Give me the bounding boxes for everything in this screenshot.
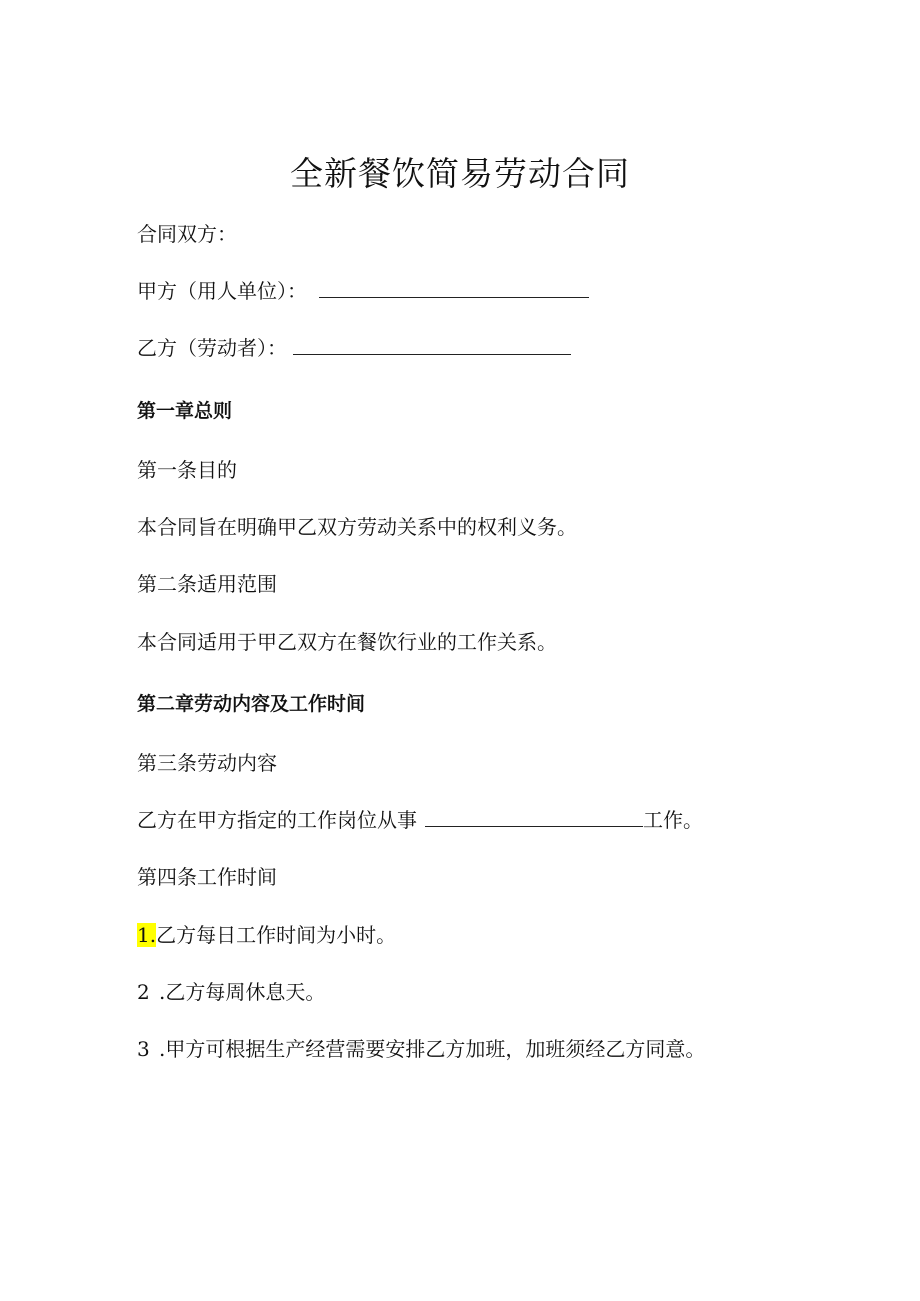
list-item [137, 1035, 705, 1063]
article2-title: 第二条适用范围 [137, 572, 277, 596]
article2-text: 本合同适用于甲乙双方在餐饮行业的工作关系。 [137, 630, 557, 654]
party-a-line [137, 277, 589, 305]
chapter2-title: 第二章劳动内容及工作时间 [137, 693, 366, 715]
list-item-number: 2 [137, 980, 150, 1004]
document-title: 全新餐饮简易劳动合同 [290, 154, 630, 193]
article1-text: 本合同旨在明确甲乙双方劳动关系中的权利义务。 [137, 515, 577, 539]
article3-blank [425, 806, 643, 827]
list-item [137, 978, 325, 1006]
article3-text-before: 乙方在甲方指定的工作岗位从事 [137, 808, 417, 832]
list-item [137, 921, 396, 949]
article3-line [137, 806, 703, 834]
party-b-line [137, 334, 571, 362]
article3-title: 第三条劳动内容 [137, 751, 277, 775]
party-a-blank [319, 277, 589, 298]
chapter1-title: 第一章总则 [137, 400, 233, 422]
article1-title: 第一条目的 [137, 458, 237, 482]
article3-text-after: 工作。 [643, 808, 703, 832]
party-b-blank [293, 334, 571, 355]
list-item-text: 乙方每日工作时间为小时。 [156, 923, 397, 947]
article4-title: 第四条工作时间 [137, 865, 277, 889]
parties-label: 合同双方： [137, 222, 237, 246]
party-a-label: 甲方（用人单位）： [137, 279, 307, 303]
list-item-text: .甲方可根据生产经营需要安排乙方加班，加班须经乙方同意。 [159, 1037, 706, 1061]
list-item-text: .乙方每周休息天。 [159, 980, 326, 1004]
list-item-number: 1. [137, 923, 157, 947]
party-b-label: 乙方（劳动者）： [137, 336, 287, 360]
list-item-number: 3 [137, 1037, 150, 1061]
